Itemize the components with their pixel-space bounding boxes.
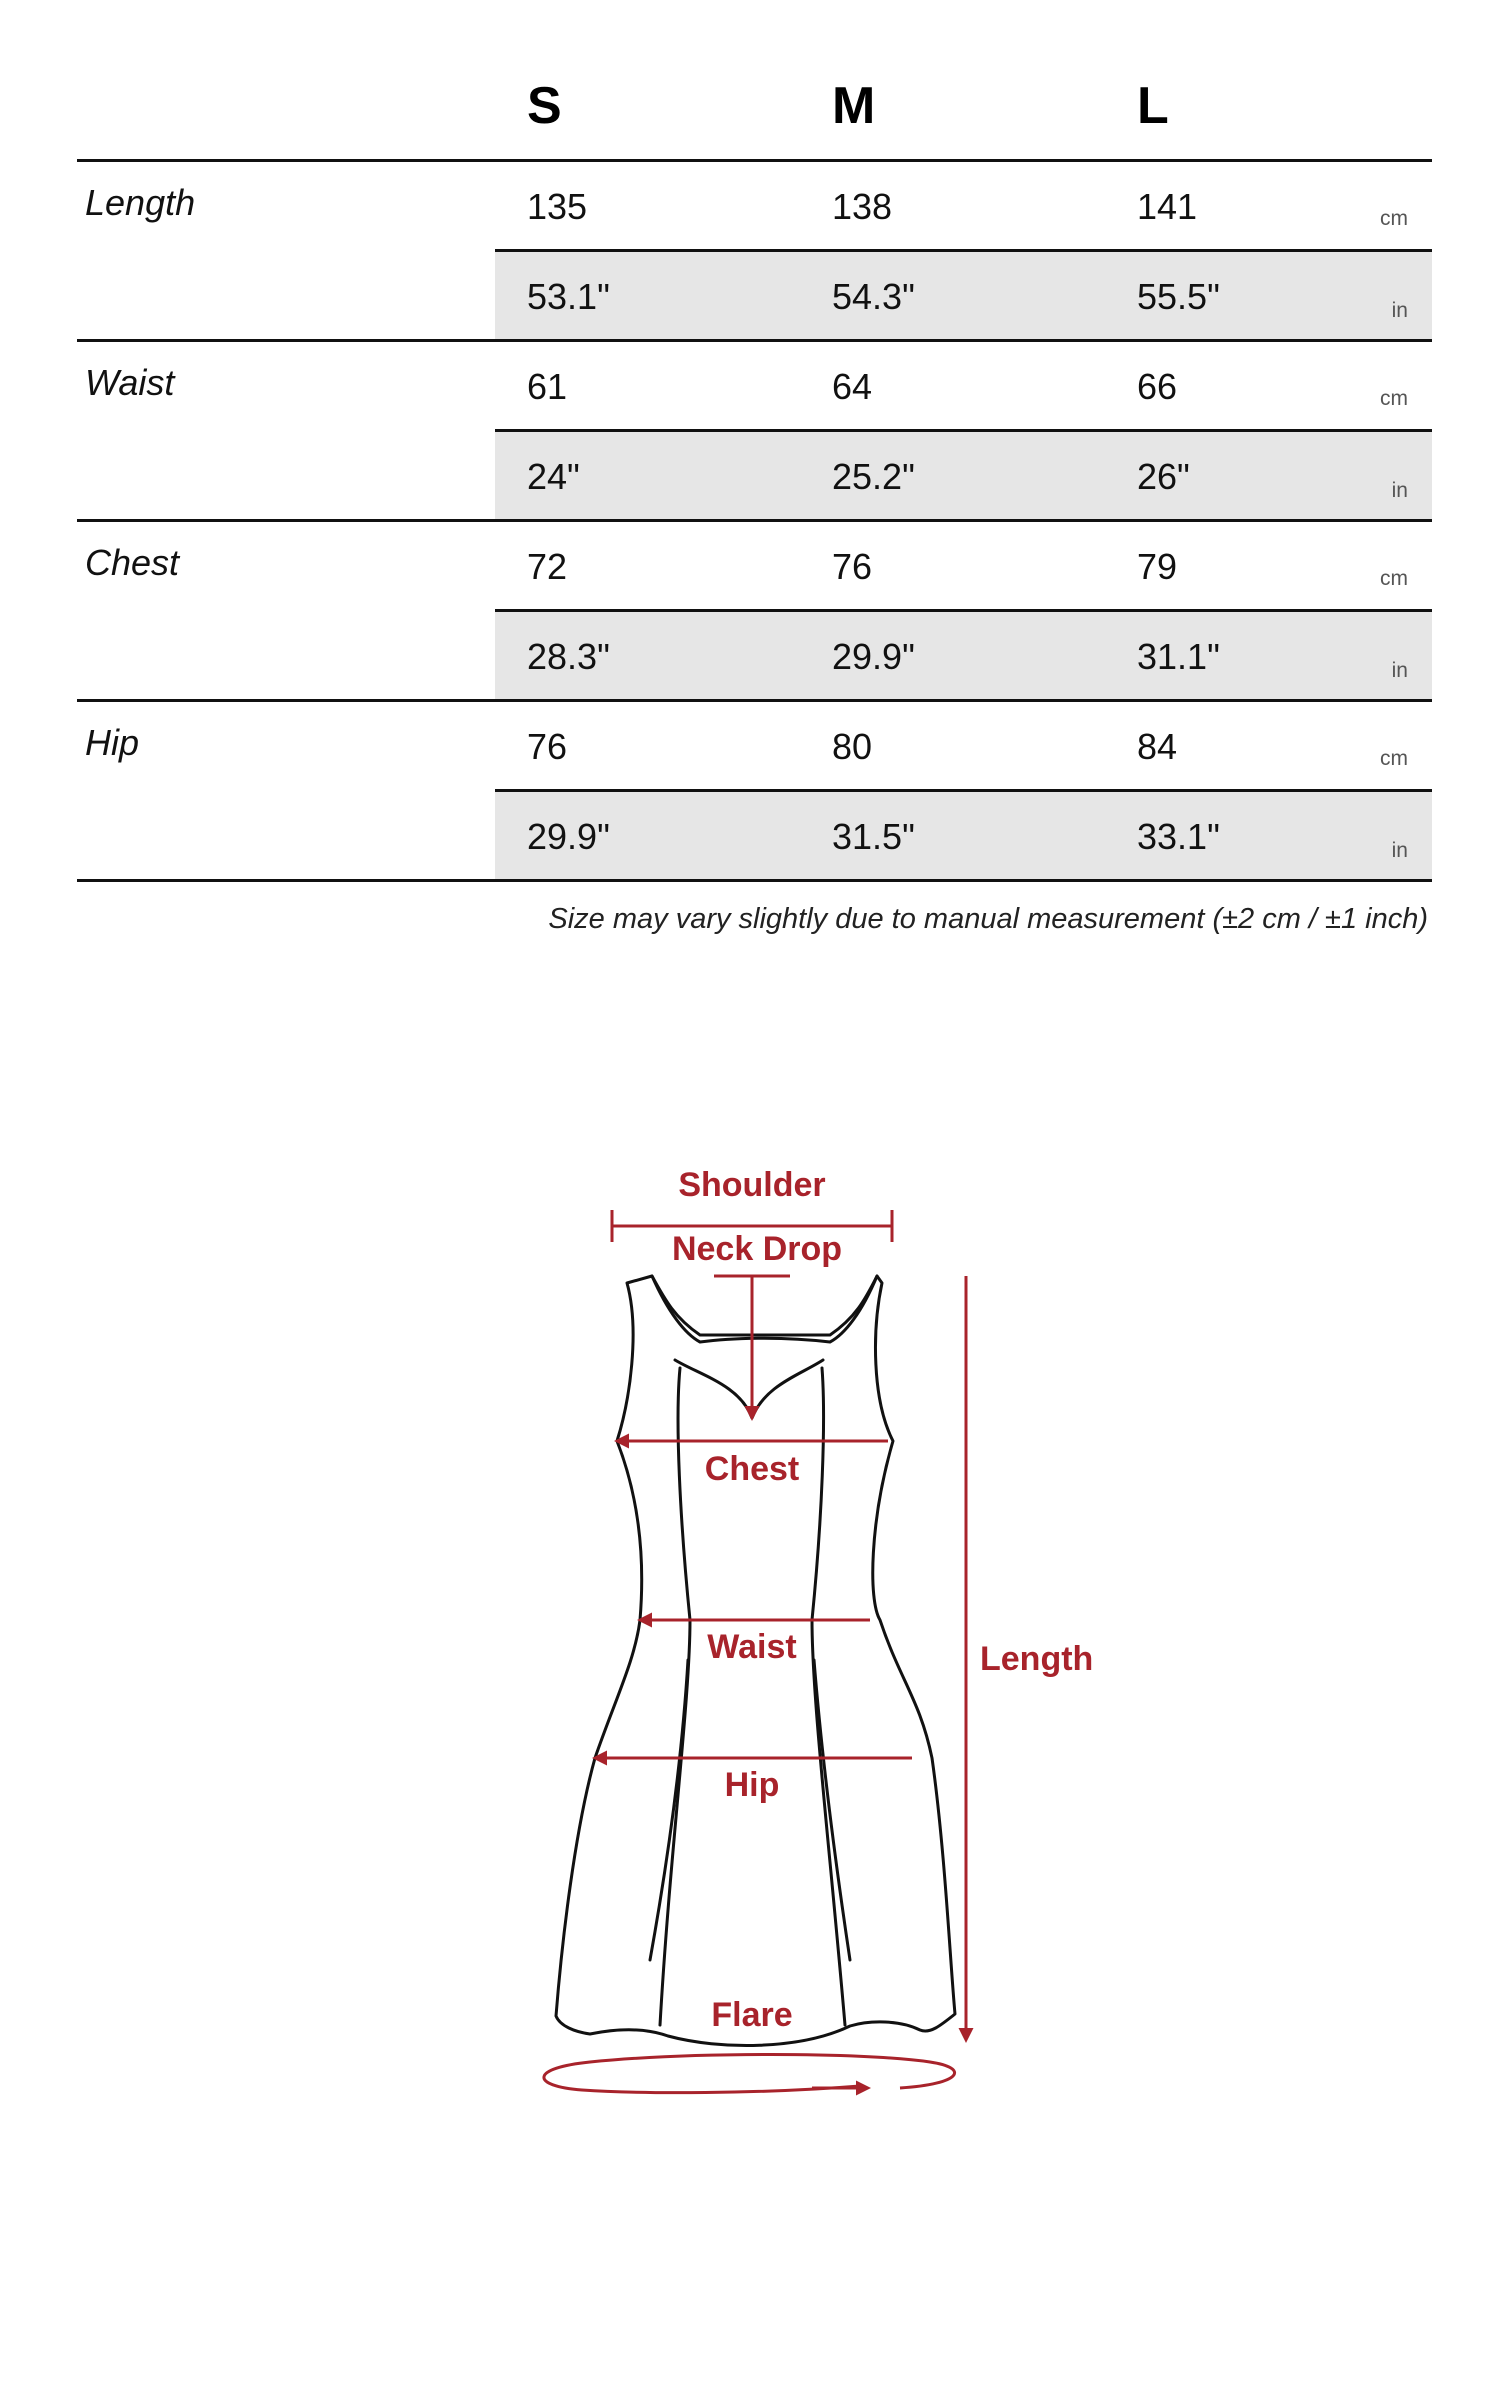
- label-waist: Waist: [707, 1628, 797, 1666]
- table-row-chest-in: [495, 612, 1432, 699]
- value-m: 31.5": [832, 816, 915, 857]
- value-l: 84: [1137, 726, 1178, 767]
- measure-label-length: Length: [85, 182, 196, 223]
- value-s: 53.1": [527, 276, 610, 317]
- dress-diagram-svg: [0, 1100, 1500, 2200]
- value-l: 141: [1137, 186, 1198, 227]
- value-s: 61: [527, 366, 568, 407]
- table-row-length-cm: [495, 162, 1432, 249]
- unit-cm: cm: [1380, 207, 1408, 230]
- measurement-note: Size may vary slightly due to manual measurement (±2 cm / ±1 inch): [548, 903, 1428, 935]
- value-m: 54.3": [832, 276, 915, 317]
- size-header-l: L: [1137, 77, 1169, 135]
- value-m: 76: [832, 546, 873, 587]
- label-hip: Hip: [724, 1766, 780, 1804]
- value-l: 66: [1137, 366, 1178, 407]
- table-row-hip-cm: [495, 702, 1432, 789]
- value-l: 26": [1137, 456, 1190, 497]
- unit-cm: cm: [1380, 387, 1408, 410]
- measure-label-waist: Waist: [85, 362, 175, 403]
- table-row-chest-cm: [495, 522, 1432, 609]
- label-neck-drop: Neck Drop: [671, 1230, 843, 1268]
- value-m: 138: [832, 186, 893, 227]
- label-flare: Flare: [711, 1996, 793, 2034]
- label-chest: Chest: [704, 1450, 800, 1488]
- unit-in: in: [1391, 479, 1408, 502]
- value-s: 28.3": [527, 636, 610, 677]
- value-l: 31.1": [1137, 636, 1220, 677]
- value-l: 79: [1137, 546, 1178, 587]
- unit-in: in: [1391, 299, 1408, 322]
- size-header-s: S: [527, 77, 562, 135]
- value-m: 64: [832, 366, 873, 407]
- value-s: 24": [527, 456, 580, 497]
- table-row-hip-in: [495, 792, 1432, 879]
- value-s: 72: [527, 546, 568, 587]
- unit-cm: cm: [1380, 567, 1408, 590]
- table-row-length-in: [495, 252, 1432, 339]
- label-shoulder: Shoulder: [678, 1166, 826, 1204]
- unit-in: in: [1391, 839, 1408, 862]
- size-header-m: M: [832, 77, 876, 135]
- value-s: 135: [527, 186, 588, 227]
- value-s: 76: [527, 726, 568, 767]
- measure-label-hip: Hip: [85, 722, 140, 763]
- unit-cm: cm: [1380, 747, 1408, 770]
- table-row-waist-in: [495, 432, 1432, 519]
- table-divider: [77, 879, 1432, 882]
- value-l: 33.1": [1137, 816, 1220, 857]
- value-m: 25.2": [832, 456, 915, 497]
- size-chart-table: [0, 0, 1500, 960]
- dress-measurement-diagram: [0, 1100, 1500, 2200]
- value-m: 29.9": [832, 636, 915, 677]
- neck-drop-measure: [714, 1276, 790, 1418]
- label-length: Length: [980, 1640, 1094, 1678]
- table-row-waist-cm: [495, 342, 1432, 429]
- value-s: 29.9": [527, 816, 610, 857]
- unit-in: in: [1391, 659, 1408, 682]
- measure-label-chest: Chest: [85, 542, 180, 583]
- size-header-row: [0, 60, 1500, 160]
- flare-measure: [544, 2055, 955, 2093]
- value-m: 80: [832, 726, 873, 767]
- value-l: 55.5": [1137, 276, 1220, 317]
